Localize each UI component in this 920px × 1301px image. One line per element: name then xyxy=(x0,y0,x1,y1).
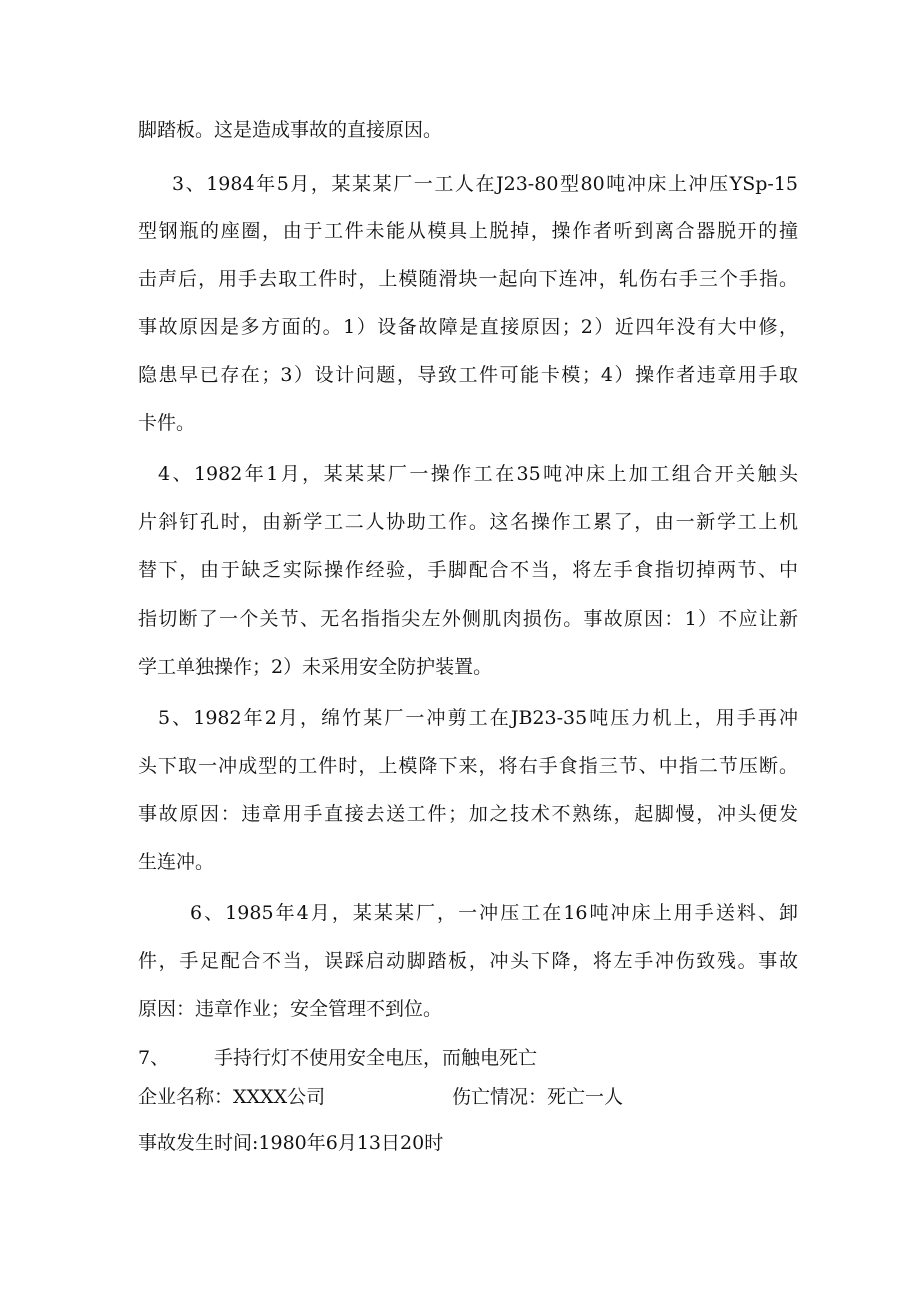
case-6-line-3: 原因：违章作业；安全管理不到位。 xyxy=(138,998,443,1020)
case-4-line-2: 片斜钉孔时，由新学工二人协助工作。这名操作工累了，由一新学工上机 xyxy=(138,511,798,533)
case-5-line-3: 事故原因：违章用手直接去送工件；加之技术不熟练，起脚慢，冲头便发 xyxy=(138,803,798,825)
case-3-line-6: 卡件。 xyxy=(138,412,196,434)
case-3-line-2: 型钢瓶的座圈，由于工件未能从模具上脱掉，操作者听到离合器脱开的撞 xyxy=(138,220,798,242)
case-7-number: 7、 xyxy=(138,1047,170,1069)
case-6-line-1: 6、1985年4月，某某某厂，一冲压工在16吨冲床上用手送料、卸 xyxy=(190,902,798,924)
case-3-line-5: 隐患早已存在；3）设计问题，导致工件可能卡模；4）操作者违章用手取 xyxy=(138,364,798,386)
case-4-line-4: 指切断了一个关节、无名指指尖左外侧肌肉损伤。事故原因：1）不应让新 xyxy=(138,608,798,630)
company-name-field: 企业名称：XXXX公司 xyxy=(138,1086,326,1108)
accident-time-field: 事故发生时间:1980年6月13日20时 xyxy=(138,1132,444,1154)
case-4-line-3: 替下，由于缺乏实际操作经验，手脚配合不当，将左手食指切掉两节、中 xyxy=(138,559,798,581)
paragraph-continuation: 脚踏板。这是造成事故的直接原因。 xyxy=(138,119,443,141)
case-5-line-4: 生连冲。 xyxy=(138,851,215,873)
case-6-line-2: 件，手足配合不当，误踩启动脚踏板，冲头下降，将左手冲伤致残。事故 xyxy=(138,950,798,972)
case-3-line-1: 3、1984年5月，某某某厂一工人在J23-80型80吨冲床上冲压YSp-15 xyxy=(172,173,798,195)
case-4-line-5: 学工单独操作；2）未采用安全防护装置。 xyxy=(138,656,493,678)
case-3-line-4: 事故原因是多方面的。1）设备故障是直接原因；2）近四年没有大中修， xyxy=(138,316,798,338)
casualty-field: 伤亡情况：死亡一人 xyxy=(452,1086,624,1108)
case-7-title: 手持行灯不使用安全电压，而触电死亡 xyxy=(214,1047,538,1069)
case-3-line-3: 击声后，用手去取工件时，上模随滑块一起向下连冲，轧伤右手三个手指。 xyxy=(138,268,798,290)
case-5-line-2: 头下取一冲成型的工件时，上模降下来，将右手食指三节、中指二节压断。 xyxy=(138,755,798,777)
case-5-line-1: 5、1982年2月，绵竹某厂一冲剪工在JB23-35吨压力机上，用手再冲 xyxy=(158,707,798,729)
case-4-line-1: 4、1982年1月，某某某厂一操作工在35吨冲床上加工组合开关触头 xyxy=(158,463,798,485)
